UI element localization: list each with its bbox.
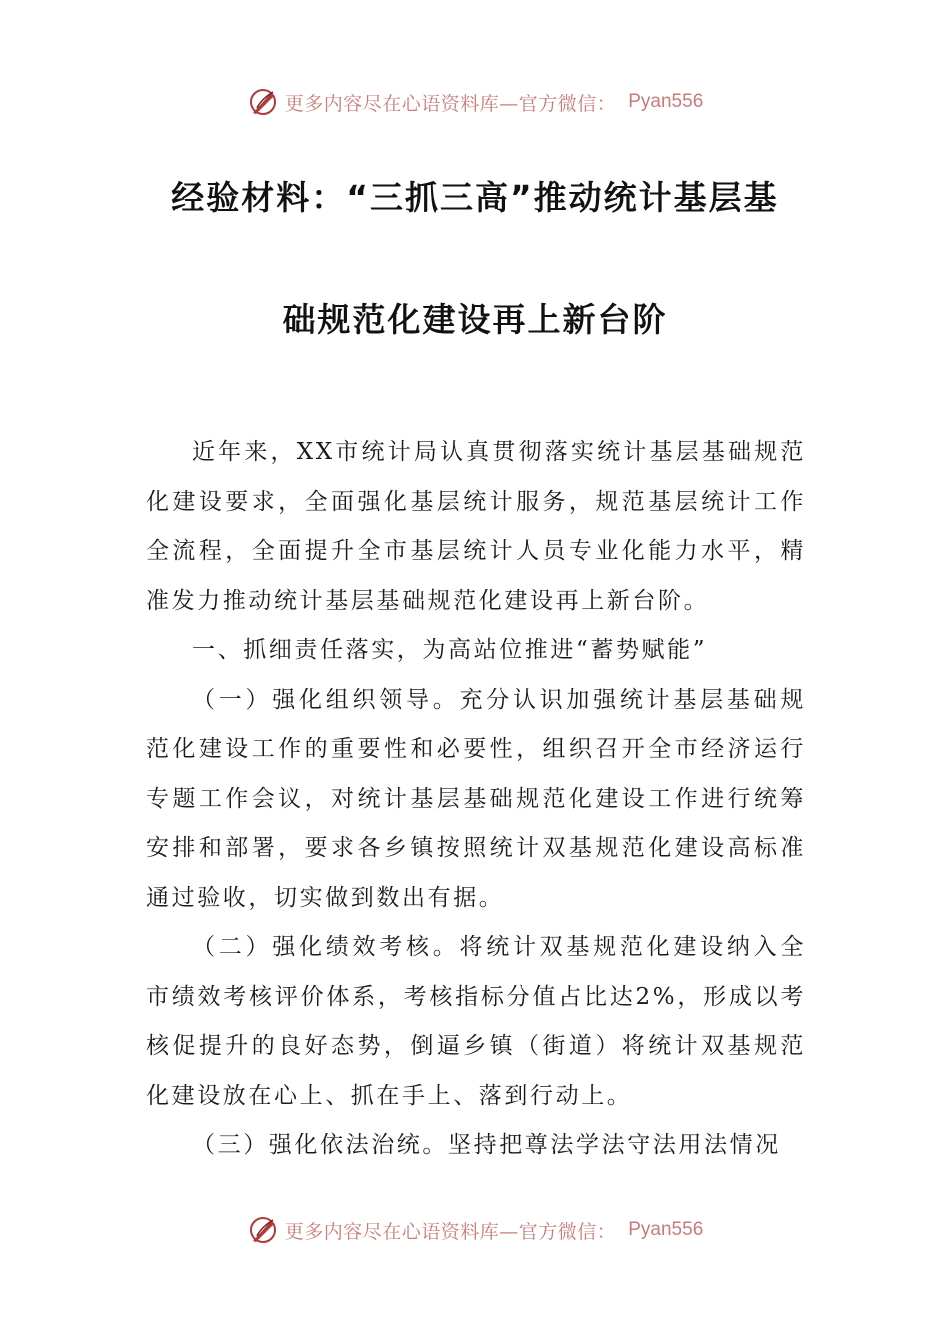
quill-pen-logo-icon [247, 86, 279, 118]
document-body [146, 428, 806, 1171]
banner-text: 更多内容尽在心语资料库—官方微信： [284, 92, 617, 115]
section-heading-1: 一、抓细责任落实，为高站位推进“蓄势赋能” [192, 637, 708, 663]
paragraph-intro: 近年来，XX市统计局认真贯彻落实统计基层基础规范化建设要求，全面强化基层统计服务，规范基层统计工作全流程，全面提升全市基层统计人员专业化能力水平，精准发力推动统计基层基础规范化建设再上新台阶。 [146, 439, 806, 614]
document-title-line-1: 经验材料：“三抓三高”推动统计基层基 [171, 178, 779, 217]
document-title-line-2: 础规范化建设再上新台阶 [282, 300, 668, 339]
header-watermark-banner [0, 82, 950, 122]
banner-text: 更多内容尽在心语资料库—官方微信： [284, 1220, 617, 1243]
paragraph-1-2: （二）强化绩效考核。将统计双基规范化建设纳入全市绩效考核评价体系，考核指标分值占比达2%，形成以考核促提升的良好态势，倒逼乡镇（街道）将统计双基规范化建设放在心上、抓在手上、落到行动上。 [146, 934, 806, 1109]
footer-watermark-banner [0, 1210, 950, 1250]
paragraph-1-3: （三）强化依法治统。坚持把尊法学法守法用法情况 [192, 1132, 781, 1158]
paragraph-1-1: （一）强化组织领导。充分认识加强统计基层基础规范化建设工作的重要性和必要性，组织召开全市经济运行专题工作会议，对统计基层基础规范化建设工作进行统筹安排和部署，要求各乡镇按照统计双基规范化建设高标准通过验收，切实做到数出有据。 [146, 686, 806, 911]
banner-wechat-id: Pyan556 [628, 91, 704, 112]
quill-pen-logo-icon [247, 1214, 279, 1246]
banner-wechat-id: Pyan556 [628, 1219, 704, 1240]
